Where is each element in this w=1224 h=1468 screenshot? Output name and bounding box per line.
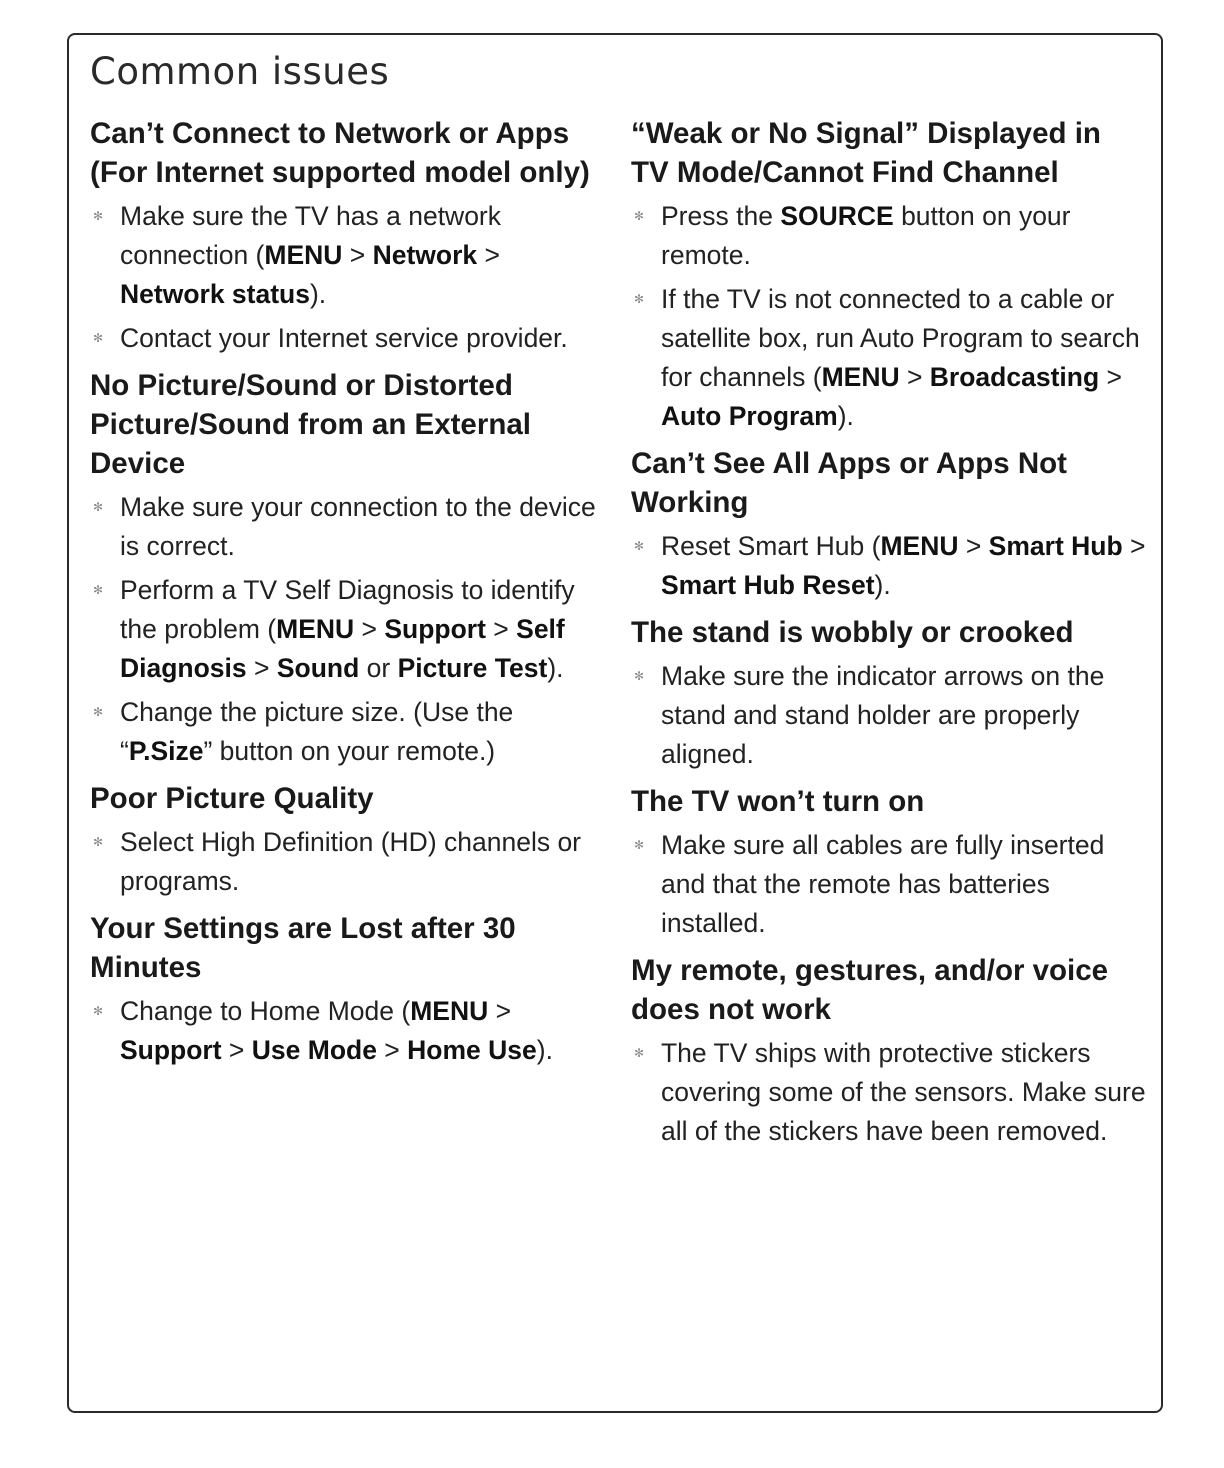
list-item: ✻ Reset Smart Hub (MENU > Smart Hub > Smart Hub Reset). [631,527,1146,605]
bullet-icon: ✻ [93,1004,104,1018]
bullet-icon: ✻ [93,331,104,345]
section-heading: “Weak or No Signal” Displayed in TV Mode/Cannot Find Channel [631,117,1101,189]
bullet-icon: ✻ [634,838,645,852]
list-item: ✻ Make sure the indicator arrows on the stand and stand holder are properly aligned. [631,657,1146,774]
bullet-icon: ✻ [634,539,645,553]
list-item: ✻ Make sure your connection to the device is correct. [90,488,610,566]
section-heading: Your Settings are Lost after 30 Minutes [90,912,516,984]
section-heading: My remote, gestures, and/or voice does not work [631,954,1109,1026]
page-title: Common issues [90,50,390,93]
bullet-icon: ✻ [634,669,645,683]
bullet-icon: ✻ [93,583,104,597]
right-column [631,114,1146,1156]
bullet-list [631,657,1146,774]
section-settings-lost [90,909,610,1070]
list-item: ✻ If the TV is not connected to a cable or satellite box, run Auto Program to search for channels (MENU > Broadcasting > Auto Program). [631,280,1146,436]
section-heading: No Picture/Sound or Distorted Picture/Sound from an External Device [90,369,531,480]
list-item: ✻ Press the SOURCE button on your remote. [631,197,1146,275]
list-item: ✻ Contact your Internet service provider. [90,319,610,358]
bullet-list [631,527,1146,605]
section-network [90,114,610,358]
bullet-icon: ✻ [93,835,104,849]
list-item: ✻ Select High Definition (HD) channels or programs. [90,823,610,901]
section-heading: The TV won’t turn on [631,785,925,818]
list-item: ✻ The TV ships with protective stickers covering some of the sensors. Make sure all of the stickers have been removed. [631,1034,1146,1151]
section-external-device [90,366,610,771]
bullet-list [631,197,1146,436]
section-weak-signal [631,114,1146,436]
section-apps [631,444,1146,605]
section-heading: Can’t Connect to Network or Apps (For Internet supported model only) [90,117,590,189]
bullet-list [90,197,610,358]
list-item: ✻ Make sure all cables are fully inserted and that the remote has batteries installed. [631,826,1146,943]
bullet-list [90,992,610,1070]
section-heading: Can’t See All Apps or Apps Not Working [631,447,1067,519]
bullet-list [631,1034,1146,1151]
list-item: ✻ Change to Home Mode (MENU > Support > Use Mode > Home Use). [90,992,610,1070]
section-heading: The stand is wobbly or crooked [631,616,1074,649]
bullet-icon: ✻ [93,209,104,223]
list-item: ✻ Make sure the TV has a network connection (MENU > Network > Network status). [90,197,610,314]
bullet-icon: ✻ [93,705,104,719]
bullet-icon: ✻ [634,1046,645,1060]
bullet-icon: ✻ [634,292,645,306]
section-heading: Poor Picture Quality [90,782,374,815]
section-stand [631,613,1146,774]
bullet-list [90,823,610,901]
section-picture-quality [90,779,610,901]
list-item: ✻ Perform a TV Self Diagnosis to identify the problem (MENU > Support > Self Diagnosis > Sound or Picture Test). [90,571,610,688]
section-remote [631,951,1146,1151]
list-item: ✻ Change the picture size. (Use the “P.Size” button on your remote.) [90,693,610,771]
section-power [631,782,1146,943]
left-column [90,114,610,1075]
bullet-icon: ✻ [634,209,645,223]
bullet-icon: ✻ [93,500,104,514]
bullet-list [631,826,1146,943]
bullet-list [90,488,610,771]
